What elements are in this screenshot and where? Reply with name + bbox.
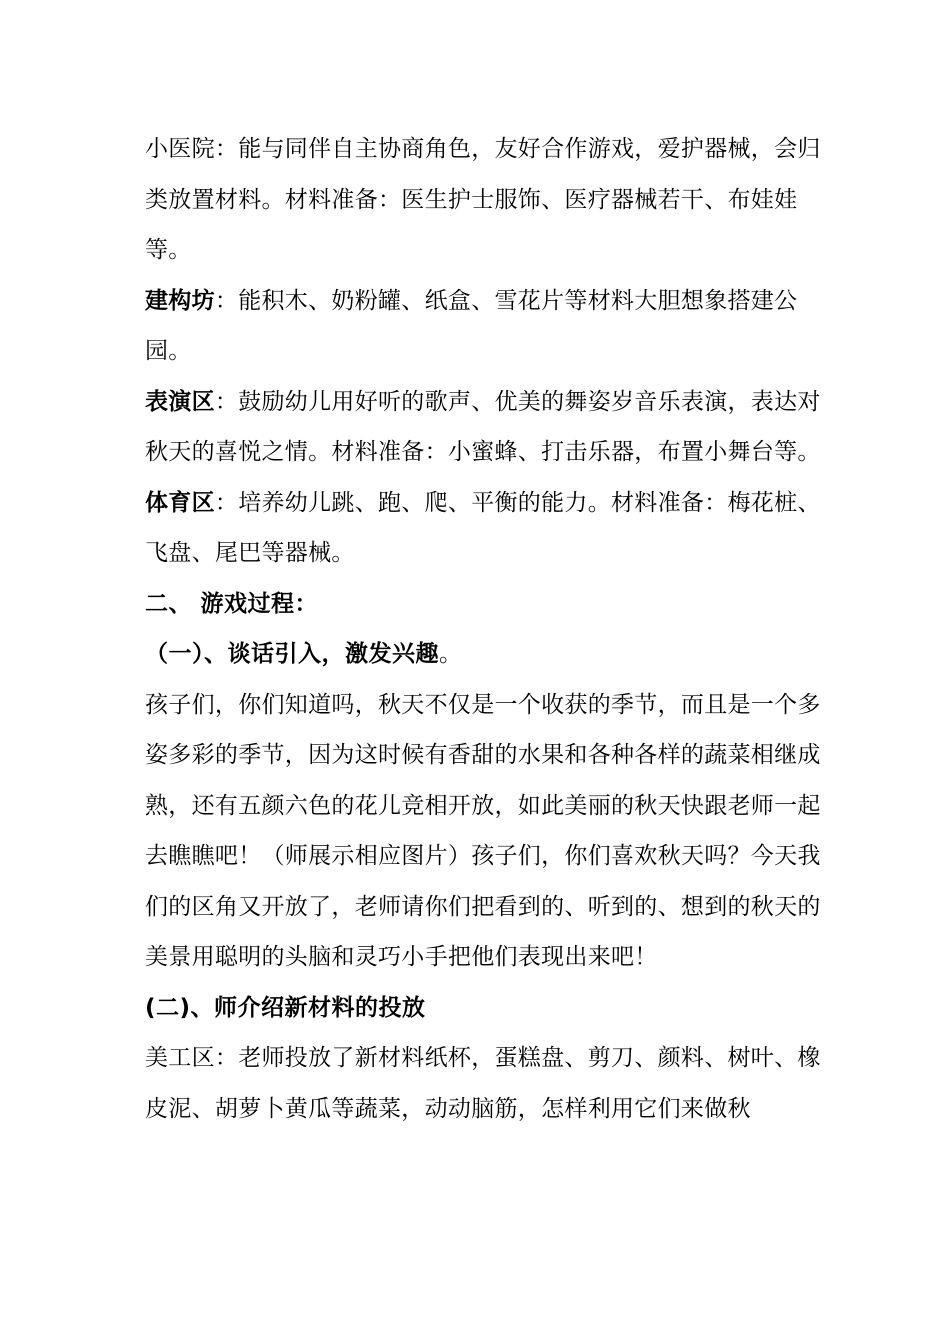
document-content — [145, 124, 825, 1134]
construction-text: ：能积木、奶粉罐、纸盒、雪花片等材料大胆想象搭建公园。 — [145, 287, 798, 364]
hospital-text: 小医院：能与同伴自主协商角色，友好合作游戏，爱护器械，会归类放置材料。材料准备：医生护士服饰、医疗器械若干、布娃娃等。 — [145, 136, 821, 263]
section-two-title: 二、 游戏过程： — [145, 590, 319, 617]
subsection-two-title: (二)、师介绍新材料的投放 — [145, 994, 426, 1021]
paragraph-construction — [145, 276, 825, 377]
subsection-two-text: 美工区：老师投放了新材料纸杯，蛋糕盘、剪刀、颜料、树叶、橡皮泥、胡萝卜黄瓜等蔬菜，动动脑筋，怎样利用它们来做秋 — [145, 1045, 821, 1122]
subsection-two-body — [145, 1033, 825, 1134]
sports-text: ：培养幼儿跳、跑、爬、平衡的能力。材料准备：梅花桩、飞盘、尾巴等器械。 — [145, 489, 821, 566]
paragraph-sports — [145, 478, 825, 579]
subsection-one-title: （一）、谈话引入，激发兴趣 — [145, 641, 439, 667]
performance-text: ：鼓励幼儿用好听的歌声、优美的舞姿岁音乐表演，表达对秋天的喜悦之情。材料准备：小蜜蜂、打击乐器，布置小舞台等。 — [145, 388, 821, 465]
subsection-two-heading — [145, 983, 825, 1034]
sports-label: 体育区 — [145, 488, 215, 516]
construction-label: 建构坊 — [145, 286, 215, 314]
paragraph-performance — [145, 377, 825, 478]
subsection-one-text: 孩子们，你们知道吗，秋天不仅是一个收获的季节，而且是一个多姿多彩的季节，因为这时候有香甜的水果和各种各样的蔬菜相继成熟，还有五颜六色的花儿竞相开放，如此美丽的秋天快跟老师一起去瞧瞧吧！（师展示相应图片）孩子们，你们喜欢秋天吗？今天我们的区角又开放了，老师请你们把看到的、听到的、想到的秋天的美景用聪明的头脑和灵巧小手把他们表现出来吧！ — [145, 691, 821, 970]
subsection-one-trailing: 。 — [439, 641, 463, 667]
subsection-one-body — [145, 680, 825, 983]
subsection-one-heading — [145, 629, 825, 680]
performance-label: 表演区 — [145, 387, 215, 415]
section-two-heading — [145, 579, 825, 630]
paragraph-hospital — [145, 124, 825, 276]
